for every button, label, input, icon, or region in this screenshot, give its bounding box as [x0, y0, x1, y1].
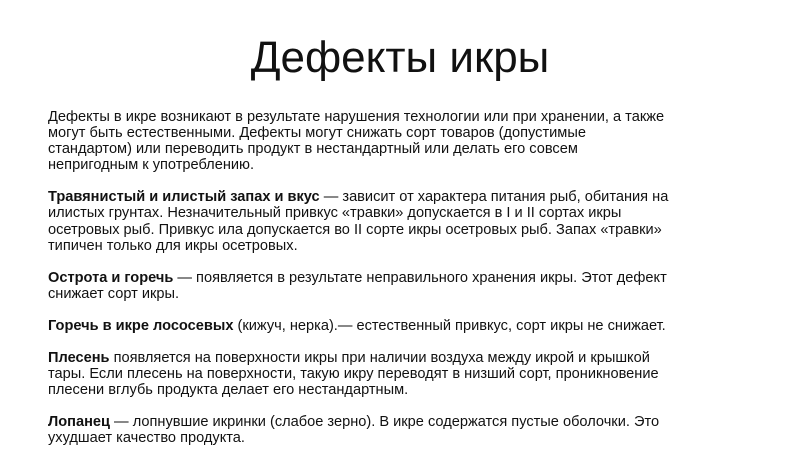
- paragraph-line: снижает сорт икры.: [48, 285, 180, 302]
- paragraph-sharpness-bitterness: [48, 270, 760, 302]
- paragraph-mold: [48, 350, 760, 398]
- paragraph-burst-eggs: [48, 414, 760, 446]
- paragraph-line: (кижуч, нерка).— естественный привкус, сорт икры не снижает.: [233, 317, 666, 334]
- defect-term: Острота и горечь: [48, 269, 174, 286]
- defect-term: Горечь в икре лососевых: [48, 317, 234, 334]
- defect-term: Лопанец: [48, 414, 110, 431]
- paragraph-line: тары. Если плесень на поверхности, такую икру переводят в низший сорт, проникновение: [48, 366, 659, 383]
- paragraph-line: Дефекты в икре возникают в результате нарушения технологии или при хранении, а также: [48, 109, 665, 125]
- paragraph-line: — зависит от характера питания рыб, обитания на: [319, 189, 669, 206]
- paragraph-line: ухудшает качество продукта.: [48, 430, 245, 447]
- paragraph-line: илистых грунтах. Незначительный привкус «травки» допускается в I и II сортах икры: [48, 205, 622, 222]
- paragraph-line: плесени вглубь продукта делает его нестандартным.: [48, 382, 409, 399]
- paragraph-salmon-bitterness: [48, 318, 760, 334]
- defect-term: Травянистый и илистый запах и вкус: [48, 189, 320, 206]
- slide-body: [48, 109, 760, 450]
- defect-term: Плесень: [48, 350, 110, 367]
- paragraph-line: стандартом) или переводить продукт в нестандартный или делать его совсем: [48, 141, 578, 158]
- paragraph-line: — появляется в результате неправильного хранения икры. Этот дефект: [173, 269, 667, 286]
- paragraph-grassy-smell: [48, 189, 760, 253]
- paragraph-line: появляется на поверхности икры при наличии воздуха между икрой и крышкой: [109, 350, 650, 367]
- paragraph-line: могут быть естественными. Дефекты могут снижать сорт товаров (допустимые: [48, 125, 586, 142]
- paragraph-intro: [48, 109, 760, 173]
- paragraph-line: осетровых рыб. Привкус ила допускается во II сорте икры осетровых рыб. Запах «травки»: [48, 221, 662, 238]
- paragraph-line: непригодным к употреблению.: [48, 157, 255, 174]
- paragraph-line: типичен только для икры осетровых.: [48, 237, 298, 254]
- paragraph-line: — лопнувшие икринки (слабое зерно). В икре содержатся пустые оболочки. Это: [110, 414, 660, 431]
- slide-title: Дефекты икры: [250, 33, 550, 82]
